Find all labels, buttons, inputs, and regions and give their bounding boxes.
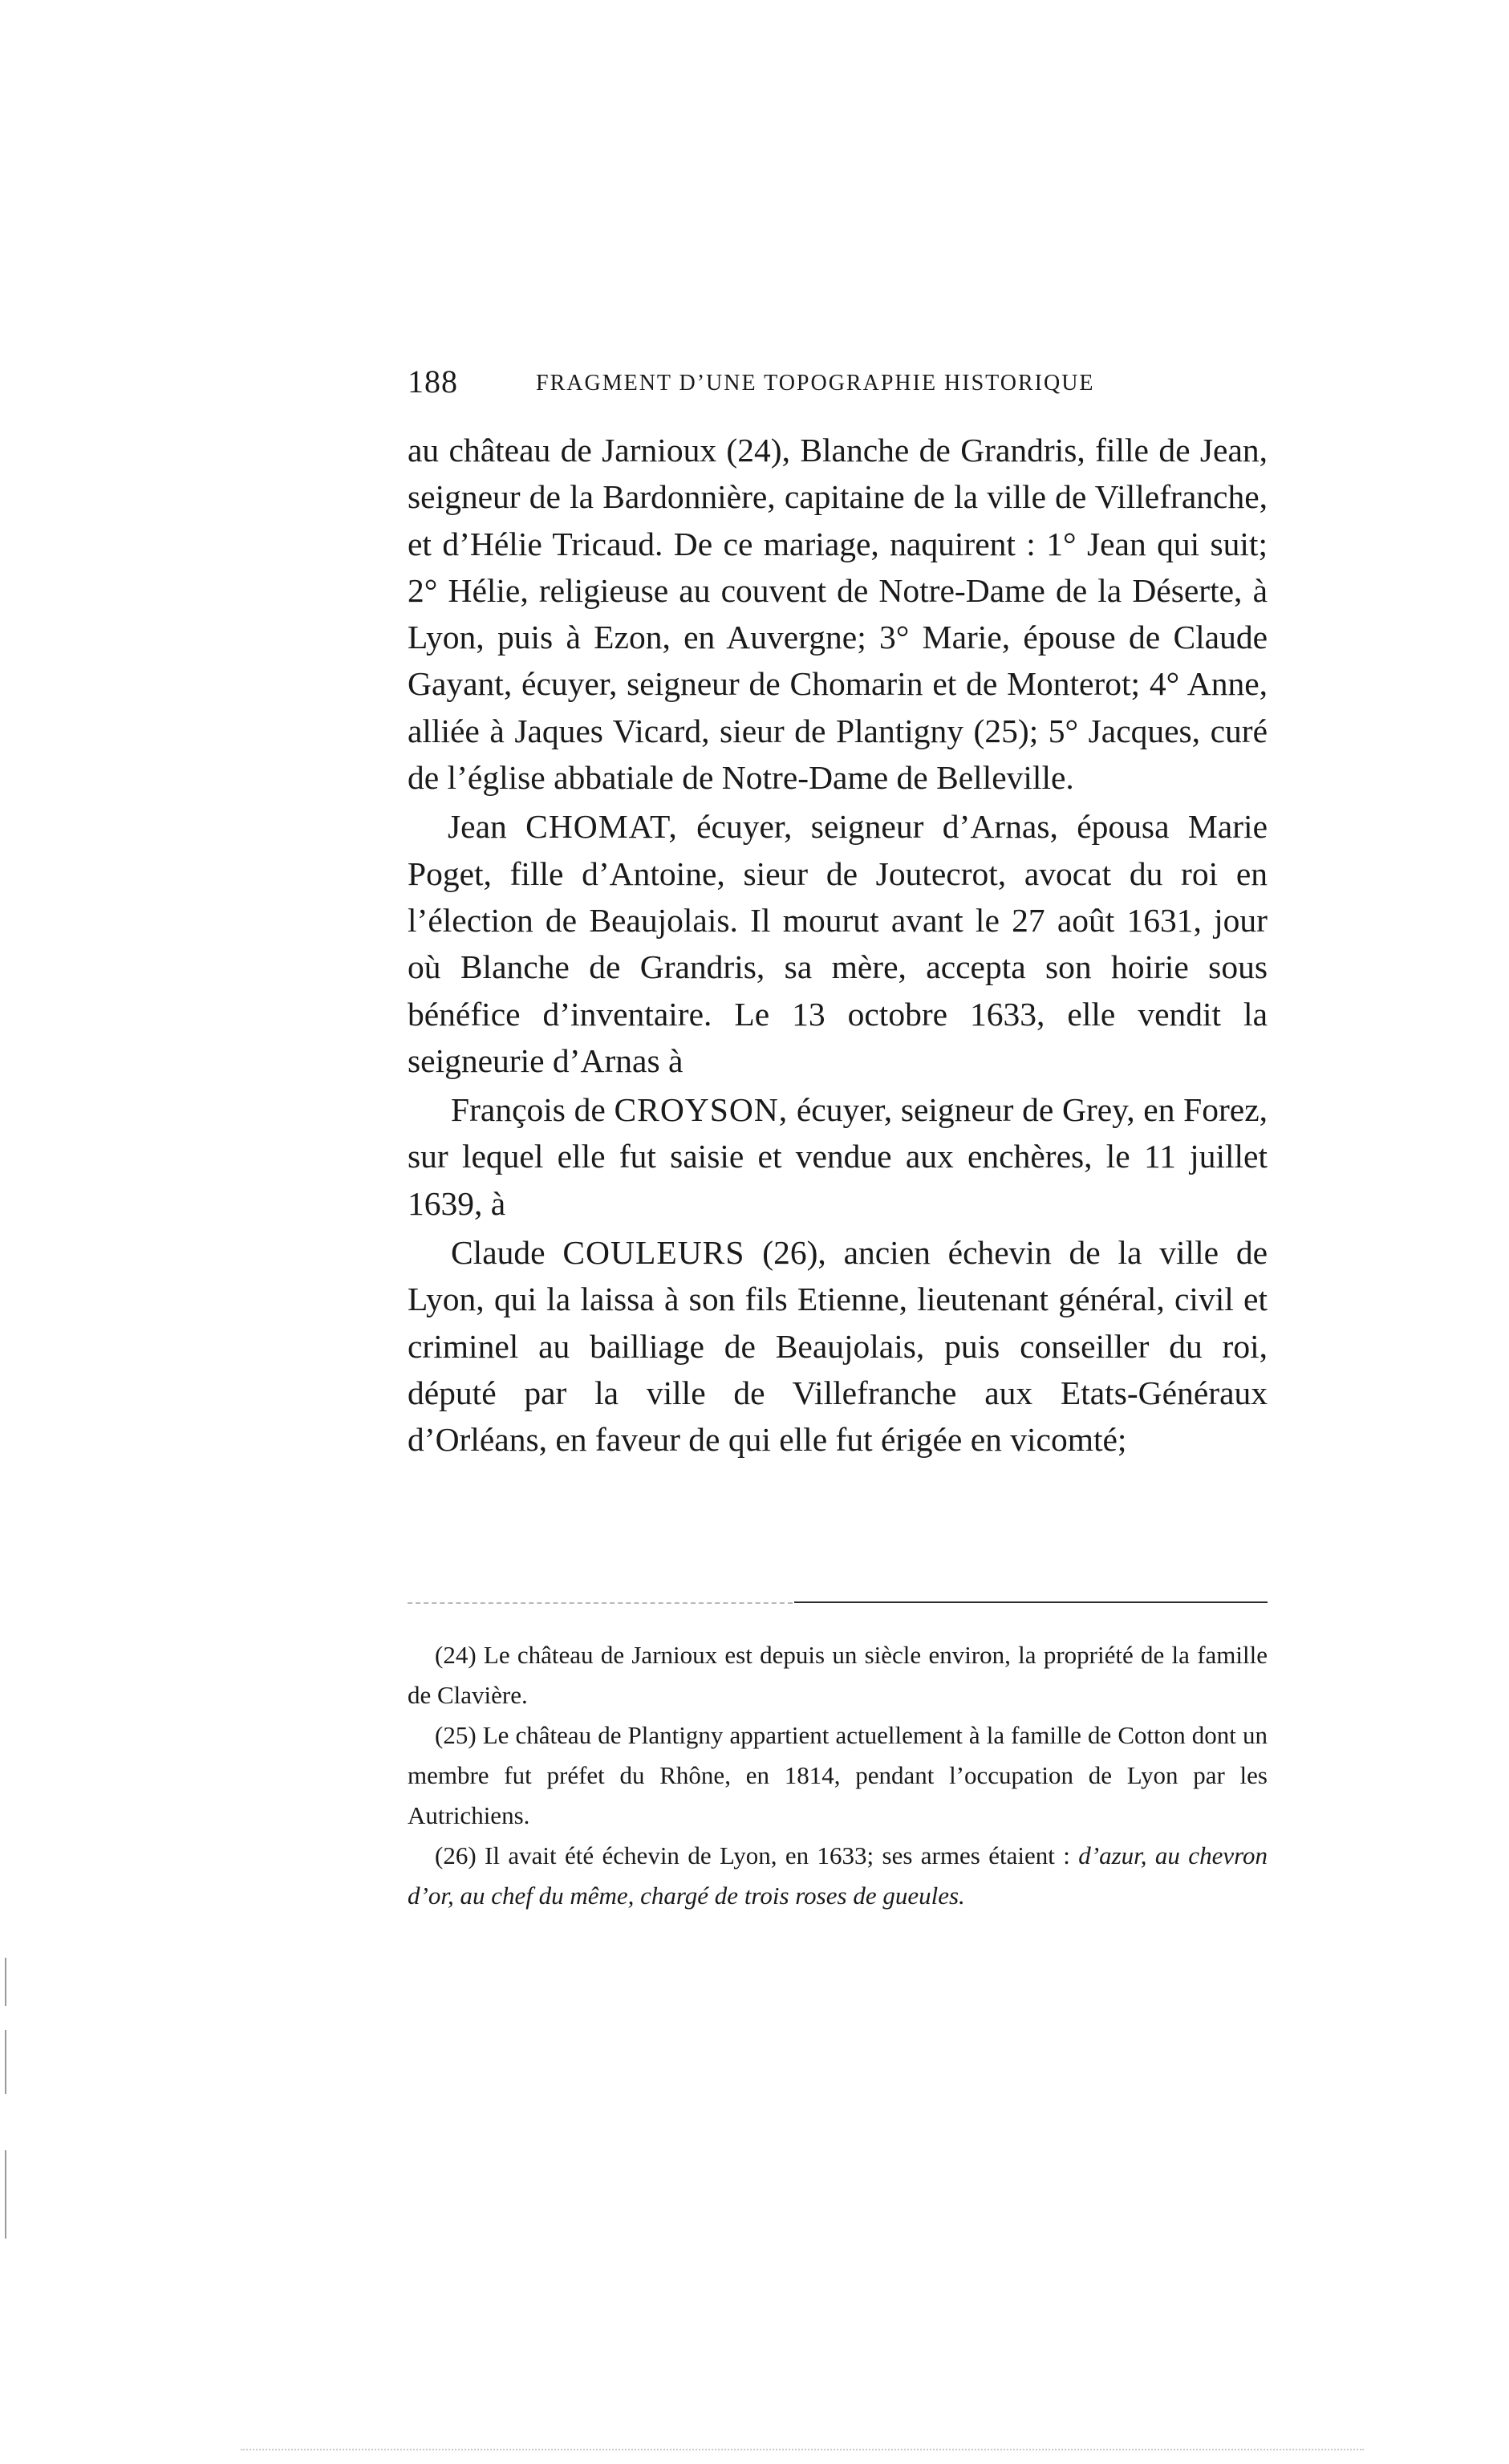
footnote-text: (26) Il avait été échevin de Lyon, en 1633; ses armes étaient : [435, 1841, 1070, 1869]
person-surname: CROYSON, [614, 1091, 789, 1129]
person-name-lead: François de [451, 1091, 606, 1129]
footnote-26 [408, 1836, 1268, 1916]
person-surname: CHOMAT, [525, 808, 678, 846]
scan-artifact-dots [241, 2449, 1364, 2450]
page-number: 188 [408, 363, 458, 400]
footnote-24 [408, 1635, 1268, 1715]
footnote-25 [408, 1715, 1268, 1836]
scan-artifact-mark [5, 2150, 6, 2239]
page-header [408, 363, 1274, 408]
footnotes [408, 1635, 1268, 1916]
paragraph-text: écuyer, seigneur de Grey, en Forez, sur lequel elle fut saisie et vendue aux enchères, le 11 juillet 1639, à [408, 1091, 1268, 1222]
footnote-text: (25) Le château de Plantigny appartient actuellement à la famille de Cotton dont un membre fut préfet du Rhône, en 1814, pendant l’occupation de Lyon par les Autrichiens. [408, 1721, 1268, 1829]
paragraph-text: (26), ancien échevin de la ville de Lyon, qui la laissa à son fils Etienne, lieutenant général, civil et criminel au bailliage de Beaujolais, puis conseiller du roi, député par la ville de Villefranche aux Etats-Généraux d’Orléans, en faveur de qui elle fut érigée en vicomté; [408, 1234, 1268, 1459]
footnote-rule [794, 1601, 1268, 1603]
main-text [408, 427, 1268, 1466]
footnote-rule-faint [408, 1602, 793, 1604]
person-name-lead: Jean [448, 808, 507, 846]
paragraph-text: écuyer, seigneur d’Arnas, épousa Marie Poget, fille d’Antoine, sieur de Joutecrot, avocat du roi en l’élection de Beaujolais. Il mourut avant le 27 août 1631, jour où Blanche de Grandris, sa mère, accepta son hoirie sous bénéfice d’inventaire. Le 13 octobre 1633, elle vendit la seigneurie d’Arnas à [408, 808, 1268, 1079]
paragraph-jean-chomat [408, 803, 1268, 1084]
scan-artifact-mark [5, 2030, 6, 2094]
running-head: FRAGMENT D’UNE TOPOGRAPHIE HISTORIQUE [536, 371, 1095, 396]
footnote-emphasis: d’azur, au chevron d’or, au chef du même, chargé de trois roses de gueules. [408, 1841, 1268, 1910]
person-name-lead: Claude [451, 1234, 546, 1272]
paragraph-continuation [408, 427, 1268, 801]
person-surname: COULEURS [562, 1234, 745, 1272]
footnote-text: (24) Le château de Jarnioux est depuis un siècle environ, la propriété de la famille de Clavière. [408, 1641, 1268, 1709]
paragraph-francois-croyson [408, 1086, 1268, 1227]
scan-artifact-mark [5, 1958, 6, 2006]
paragraph-text: au château de Jarnioux (24), Blanche de Grandris, fille de Jean, seigneur de la Bardonnière, capitaine de la ville de Villefranche, et d’Hélie Tricaud. De ce mariage, naquirent : 1° Jean qui suit; 2° Hélie, religieuse au couvent de Notre-Dame de la Déserte, à Lyon, puis à Ezon, en Auvergne; 3° Marie, épouse de Claude Gayant, écuyer, seigneur de Chomarin et de Monterot; 4° Anne, alliée à Jaques Vicard, sieur de Plantigny (25); 5° Jacques, curé de l’église abbatiale de Notre-Dame de Belleville. [408, 432, 1268, 797]
paragraph-claude-couleurs [408, 1229, 1268, 1463]
